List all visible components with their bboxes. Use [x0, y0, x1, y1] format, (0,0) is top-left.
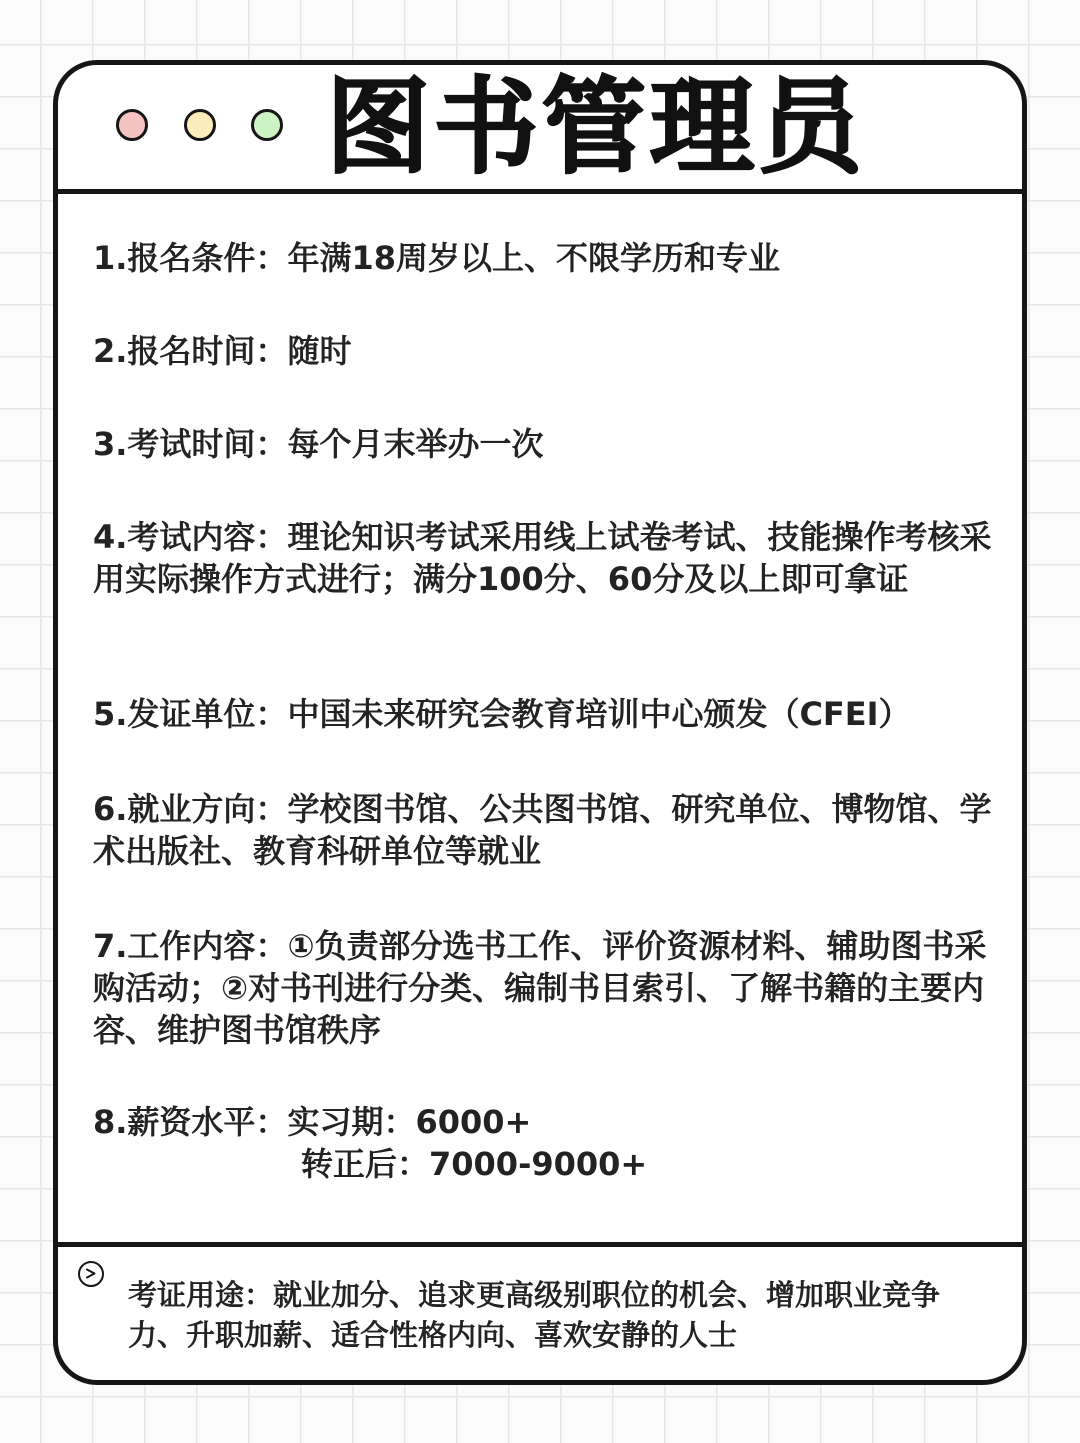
- item-label: 5.发证单位：: [93, 695, 288, 733]
- item-text: 随时: [287, 332, 352, 370]
- item-exam-content: [93, 516, 993, 600]
- item-label: 6.就业方向：: [93, 790, 288, 828]
- item-label: 1.报名条件：: [93, 239, 288, 277]
- red-dot-icon: [116, 109, 148, 141]
- item-job-content: [93, 925, 993, 1051]
- item-label: 8.薪资水平：: [93, 1103, 288, 1141]
- item-label: 2.报名时间：: [93, 332, 288, 370]
- item-employment-direction: [93, 788, 993, 872]
- item-label: 7.工作内容：: [93, 927, 288, 965]
- play-circle-icon: [78, 1261, 104, 1287]
- item-issuing-organization: [93, 693, 911, 735]
- salary-row-regular: [93, 1143, 647, 1185]
- item-text: ①负责部分选书工作、评价资源材料、辅助图书采购活动；②对书刊进行分类、编制书目索引、了解书籍的主要内容、维护图书馆秩序: [93, 927, 987, 1049]
- item-text: 年满18周岁以上、不限学历和专业: [287, 239, 780, 277]
- item-exam-time: [93, 423, 543, 465]
- page-title: 图书管理员: [326, 66, 867, 188]
- item-label: 4.考试内容：: [93, 518, 288, 556]
- item-text: 学校图书馆、公共图书馆、研究单位、博物馆、学术出版社、教育科研单位等就业: [93, 790, 992, 870]
- item-salary: [93, 1101, 647, 1185]
- info-card: [53, 60, 1027, 1385]
- certificate-purpose-text: 考证用途：就业加分、追求更高级别职位的机会、增加职业竞争力、升职加薪、适合性格内向、喜欢安静的人士: [128, 1278, 941, 1352]
- salary-regular: 转正后：7000-9000+: [301, 1145, 648, 1183]
- item-text: 中国未来研究会教育培训中心颁发（CFEI）: [287, 695, 911, 733]
- item-registration-requirements: [93, 237, 780, 279]
- salary-internship: 实习期：6000+: [287, 1103, 532, 1141]
- green-dot-icon: [251, 109, 283, 141]
- card-header: [58, 65, 1022, 194]
- item-label: 3.考试时间：: [93, 425, 288, 463]
- yellow-dot-icon: [184, 109, 216, 141]
- item-registration-time: [93, 330, 351, 372]
- card-footer: [58, 1242, 1022, 1380]
- item-text: 理论知识考试采用线上试卷考试、技能操作考核采用实际操作方式进行；满分100分、60分及以上即可拿证: [93, 518, 992, 598]
- item-text: 每个月末举办一次: [287, 425, 544, 463]
- salary-row-internship: [93, 1101, 647, 1143]
